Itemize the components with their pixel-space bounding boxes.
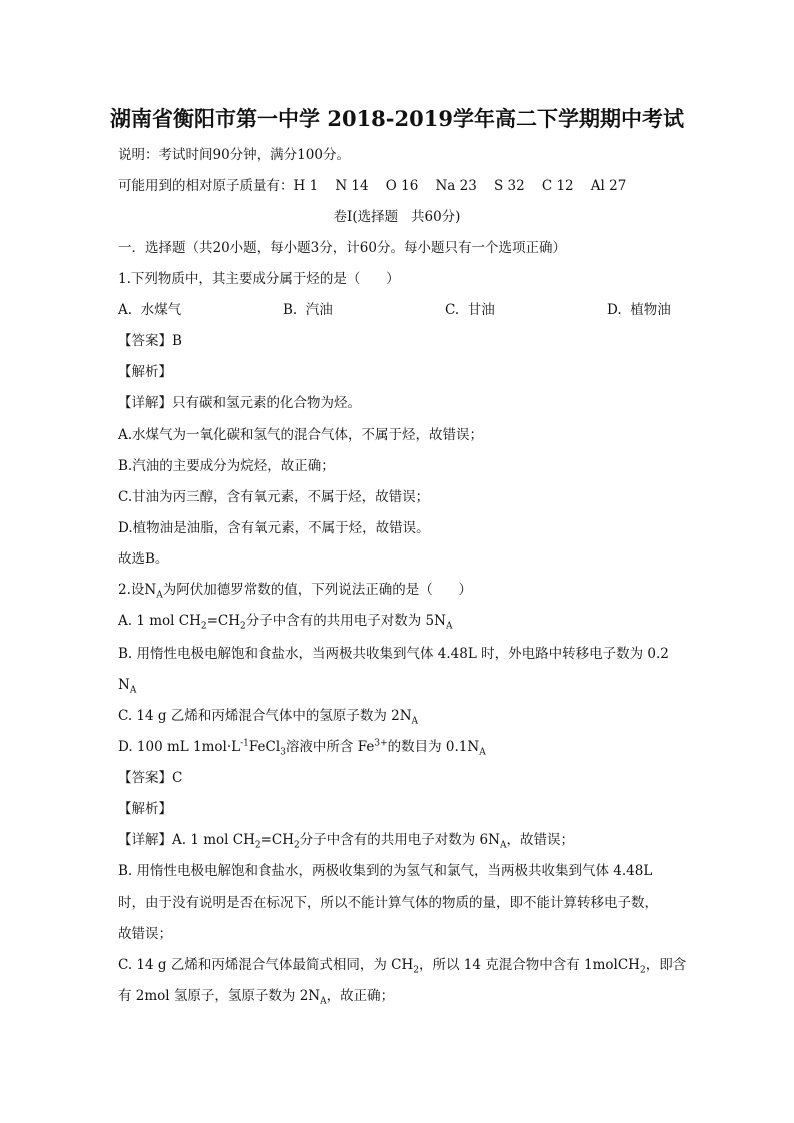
- option-b: B. 汽油: [283, 302, 333, 318]
- question-2-detail-a: 【详解】A. 1 mol $CH_2=CH_2$分子中含有的共用电子对数为 $6N_A$，故错误；: [118, 832, 574, 851]
- explanation-c: C.甘油为丙三醇，含有氧元素，不属于烃，故错误；: [118, 489, 430, 505]
- explanation-b: B.汽油的主要成分为烷烃，故正确；: [118, 458, 335, 474]
- option-d: D. 植物油: [607, 302, 671, 318]
- explanation-d: D.植物油是油脂，含有氧元素，不属于烃，故错误。: [118, 520, 430, 536]
- question-1-stem: 1.下列物质中，其主要成分属于烃的是（ ）: [118, 271, 400, 287]
- question-2-option-b-cont: $N_A$: [118, 677, 137, 696]
- question-1-answer: 【答案】B: [118, 333, 182, 349]
- question-2-detail-b: B. 用惰性电极电解饱和食盐水，两极收集到的为氢气和氯气，当两极共收集到气体 4.48L: [118, 863, 653, 879]
- question-2-detail-c: C. 14 g 乙烯和丙烯混合气体最简式相同，为 $CH_2$，所以 14 克混合物中含有 1molCH$_2$，即含: [118, 957, 687, 976]
- question-2-detail-c-cont: 有 2mol 氢原子，氢原子数为 $2N_A$，故正确；: [118, 988, 395, 1007]
- question-2-option-c: C. 14 g 乙烯和丙烯混合气体中的氢原子数为 $2N_A$: [118, 708, 419, 727]
- exam-note: 说明：考试时间90分钟，满分100分。: [118, 147, 350, 163]
- question-1-analysis: 【解析】: [118, 364, 172, 380]
- question-2-analysis: 【解析】: [118, 801, 172, 817]
- question-2-answer: 【答案】C: [118, 770, 183, 786]
- question-2-option-b: B. 用惰性电极电解饱和食盐水，当两极共收集到气体 4.48L 时，外电路中转移电子数为 0.2: [118, 646, 669, 662]
- option-a: A. 水煤气: [118, 302, 182, 318]
- question-2-detail-b-end: 故错误；: [118, 926, 172, 942]
- option-c: C. 甘油: [445, 302, 495, 318]
- question-2-option-a: A. 1 mol $CH_2=CH_2$分子中含有的共用电子对数为 $5N_A$: [118, 613, 453, 632]
- question-2-detail-b-cont: 时，由于没有说明是否在标况下，所以不能计算气体的物质的量，即不能计算转移电子数，: [118, 895, 658, 911]
- question-2-option-d: D. 100 mL $1mol\cdot L^{-1}FeCl_3$溶液中所含 $Fe^{3+}$的数目为 $0.1N_A$: [118, 738, 486, 758]
- page-title: 湖南省衡阳市第一中学 2018-2019学年高二下学期期中考试: [110, 106, 684, 131]
- explanation-a: A.水煤气为一氧化碳和氢气的混合气体，不属于烃，故错误；: [118, 427, 484, 443]
- question-1-detail: 【详解】只有碳和氢元素的化合物为烃。: [118, 395, 361, 411]
- question-1-conclusion: 故选B。: [118, 551, 169, 567]
- section-title: 卷Ⅰ(选择题 共60分): [333, 209, 461, 225]
- atomic-masses: 可能用到的相对原子质量有：H 1 N 14 O 16 Na 23 S 32 C 12 Al 27: [118, 178, 627, 194]
- question-2-stem: 2.设$N_A$为阿伏加德罗常数的值，下列说法正确的是（ ）: [118, 582, 472, 601]
- part-one-heading: 一．选择题（共20小题，每小题3分，计60分。每小题只有一个选项正确）: [118, 240, 566, 256]
